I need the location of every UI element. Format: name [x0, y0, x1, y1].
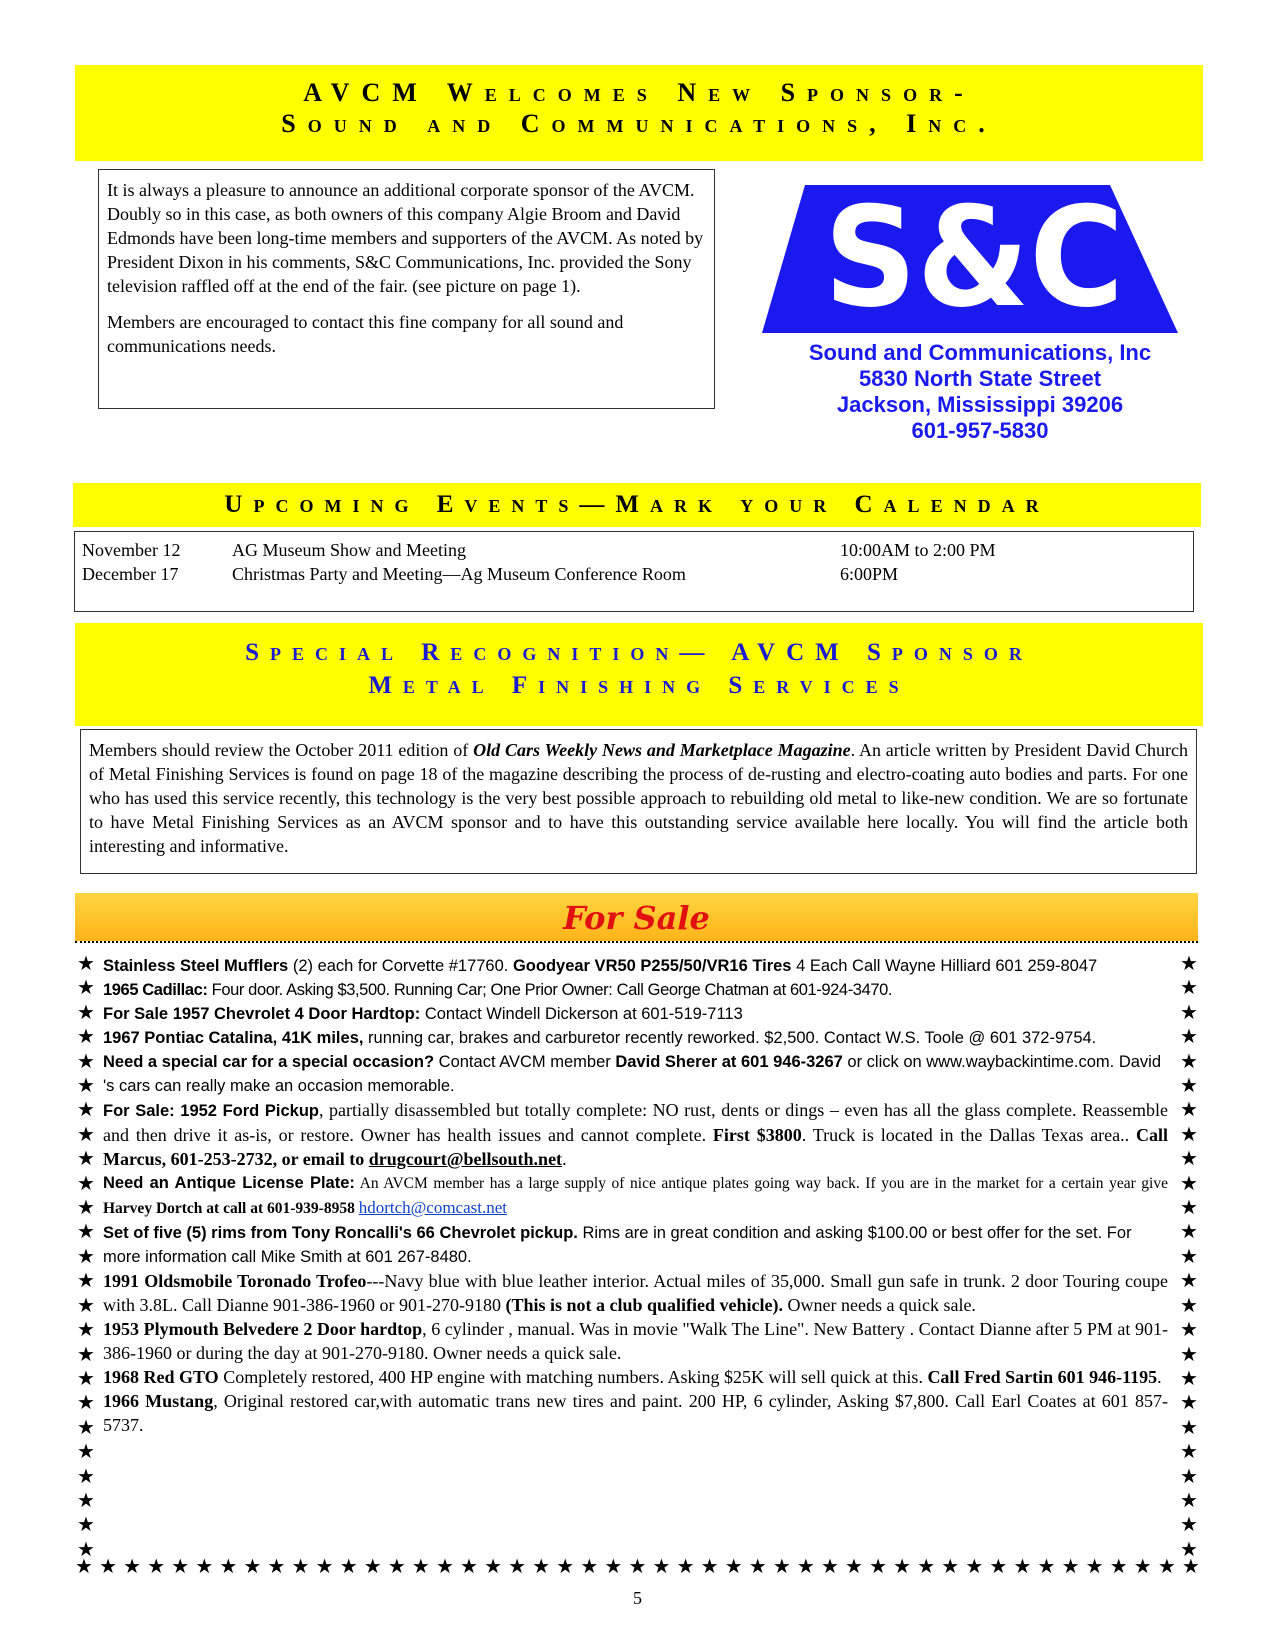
star-icon: ★	[243, 1554, 262, 1578]
star-border-right	[1178, 951, 1200, 1561]
star-icon: ★	[965, 1554, 984, 1578]
star-icon: ★	[77, 1365, 95, 1390]
sc-logo-mark	[760, 183, 1200, 353]
star-icon: ★	[77, 951, 95, 975]
list-item: 1966 Mustang, Original restored car,with automatic trans new tires and paint. 200 HP, 6 cylinder, Asking $7,800. Call Earl Coates at 601 857-5737.	[103, 1391, 1168, 1435]
star-icon: ★	[1180, 999, 1198, 1024]
star-icon: ★	[1180, 1268, 1198, 1293]
sc-logo-letters: S&C	[824, 183, 1124, 338]
recognition-text-after: . An article written by President David Church of Metal Finishing Services is found on page 18 of the magazine describing the process of de-rusting and electro-coating auto bodies and parts. For one who has used this service recently, this technology is the very best possible approach to rebuilding old metal to like-new condition. We are so fortunate to have Metal Finishing Services as an AVCM sponsor and to have this outstanding service available here locally. You will find the article both interesting and informative.	[89, 740, 1188, 856]
star-icon: ★	[1180, 1463, 1198, 1488]
star-icon: ★	[1180, 1195, 1198, 1220]
star-icon: ★	[195, 1554, 214, 1578]
page-number: 5	[633, 1588, 642, 1608]
star-icon: ★	[1180, 951, 1198, 975]
star-icon: ★	[1181, 1554, 1200, 1578]
star-icon: ★	[1180, 1365, 1198, 1390]
star-icon: ★	[989, 1554, 1008, 1578]
star-icon: ★	[77, 1341, 95, 1366]
star-icon: ★	[1180, 1243, 1198, 1268]
star-icon: ★	[77, 1097, 95, 1122]
star-border-bottom	[75, 1555, 1200, 1577]
star-icon: ★	[339, 1554, 358, 1578]
sc-phone: 601-957-5830	[911, 418, 1049, 443]
star-icon: ★	[796, 1554, 815, 1578]
star-icon: ★	[1180, 1487, 1198, 1512]
star-icon: ★	[123, 1554, 142, 1578]
star-icon: ★	[484, 1554, 502, 1578]
event-name: AG Museum Show and Meeting	[232, 540, 466, 560]
magazine-title: Old Cars Weekly News and Marketplace Magazine	[473, 740, 851, 760]
star-icon: ★	[1109, 1554, 1128, 1578]
list-item: Stainless Steel Mufflers (2) each for Corvette #17760. Goodyear VR50 P255/50/VR16 Tires 4 Each Call Wayne Hilliard 601 259-8047	[103, 957, 1098, 975]
star-icon: ★	[435, 1554, 454, 1578]
star-icon: ★	[772, 1554, 791, 1578]
list-item: 1953 Plymouth Belvedere 2 Door hardtop, 6 cylinder , manual. Was in movie "Walk The Line". New Battery . Contact Dianne after 5 PM at 901-386-1960 or during the day at 901-270-9180. Owner needs a quick sale.	[103, 1319, 1168, 1363]
star-icon: ★	[1180, 975, 1198, 1000]
star-icon: ★	[267, 1554, 286, 1578]
star-icon: ★	[652, 1554, 671, 1578]
star-icon: ★	[1180, 1048, 1198, 1073]
list-item: 1965 Cadillac: Four door. Asking $3,500. Running Car; One Prior Owner: Call George Chatman at 601-924-3470.	[103, 981, 893, 999]
star-icon: ★	[1061, 1554, 1080, 1578]
star-icon: ★	[1180, 1024, 1198, 1049]
list-item: Need an Antique License Plate: An AVCM member has a large supply of nice antique plates going way back. If you are in the market for a certain year give Harvey Dortch at call at 601-939-8958 hdortch@comcast.net	[103, 1174, 1168, 1217]
sc-company-name: Sound and Communications, Inc	[808, 340, 1152, 365]
star-icon: ★	[917, 1554, 936, 1578]
sc-logo	[760, 183, 1200, 463]
list-item: 1968 Red GTO Completely restored, 400 HP engine with matching numbers. Asking $25K will sell quick at this. Call Fred Sartin 601 946-1195.	[103, 1367, 1162, 1387]
banner-title-line2: Sound and Communications, Inc.	[281, 109, 997, 138]
star-icon: ★	[77, 1243, 95, 1268]
star-icon: ★	[1180, 1317, 1198, 1342]
star-icon: ★	[628, 1554, 647, 1578]
star-icon: ★	[291, 1554, 310, 1578]
star-icon: ★	[77, 1024, 95, 1049]
banner-title-line1: AVCM Welcomes New Sponsor-	[303, 78, 975, 107]
star-icon: ★	[77, 1219, 95, 1244]
star-icon: ★	[77, 975, 95, 1000]
star-icon: ★	[315, 1554, 334, 1578]
star-icon: ★	[77, 1195, 95, 1220]
star-icon: ★	[1180, 1390, 1198, 1415]
recognition-title-line2: Metal Finishing Services	[368, 672, 910, 699]
star-icon: ★	[941, 1554, 960, 1578]
star-icon: ★	[77, 1536, 95, 1561]
star-icon: ★	[411, 1554, 430, 1578]
email-link[interactable]: drugcourt@bellsouth.net	[368, 1149, 563, 1169]
star-icon: ★	[1037, 1554, 1056, 1578]
event-name: Christmas Party and Meeting—Ag Museum Conference Room	[232, 564, 686, 584]
star-icon: ★	[77, 1268, 95, 1293]
event-time: 6:00PM	[840, 564, 899, 584]
upcoming-events-banner	[73, 483, 1201, 527]
star-icon: ★	[1133, 1554, 1152, 1578]
star-icon: ★	[171, 1554, 190, 1578]
star-icon: ★	[77, 1487, 95, 1512]
star-icon: ★	[820, 1554, 839, 1578]
star-icon: ★	[1180, 1146, 1198, 1171]
star-icon: ★	[1180, 1439, 1198, 1464]
star-icon: ★	[604, 1554, 623, 1578]
dotted-divider	[75, 941, 1198, 943]
star-icon: ★	[77, 1146, 95, 1171]
star-icon: ★	[1180, 1341, 1198, 1366]
list-item: 1991 Oldsmobile Toronado Trofeo---Navy blue with blue leather interior. Actual miles of 35,000. Small gun safe in trunk. 2 door Touring coupe with 3.8L. Call Dianne 901-386-1960 or 901-270-9180 (This is not a club qualified vehicle). Owner needs a quick sale.	[103, 1271, 1168, 1315]
star-icon: ★	[77, 1439, 95, 1464]
event-time: 10:00AM to 2:00 PM	[840, 540, 996, 560]
sc-street-address: 5830 North State Street	[858, 366, 1102, 391]
star-icon: ★	[1085, 1554, 1104, 1578]
recognition-text-before: Members should review the October 2011 edition of	[89, 740, 474, 760]
star-icon: ★	[77, 1512, 95, 1537]
star-icon: ★	[1180, 1414, 1198, 1439]
star-icon: ★	[147, 1554, 166, 1578]
email-link[interactable]: hdortch@comcast.net	[358, 1198, 508, 1217]
classified-ads-list	[103, 954, 1168, 1437]
star-icon: ★	[869, 1554, 887, 1578]
star-icon: ★	[556, 1554, 575, 1578]
star-icon: ★	[387, 1554, 406, 1578]
events-box	[74, 531, 1194, 612]
special-recognition-banner	[75, 623, 1203, 726]
star-icon: ★	[75, 1554, 93, 1578]
star-icon: ★	[77, 1292, 95, 1317]
sc-city-state-zip: Jackson, Mississippi 39206	[836, 392, 1124, 417]
star-icon: ★	[460, 1554, 478, 1578]
star-icon: ★	[748, 1554, 767, 1578]
star-icon: ★	[99, 1554, 117, 1578]
star-icon: ★	[77, 1073, 95, 1098]
star-icon: ★	[77, 1390, 95, 1415]
list-item: 1967 Pontiac Catalina, 41K miles, running car, brakes and carburetor recently reworked. $2,500. Contact W.S. Toole @ 601 372-9754.	[103, 1029, 1097, 1047]
star-icon: ★	[700, 1554, 719, 1578]
star-icon: ★	[1180, 1292, 1198, 1317]
star-border-left	[75, 951, 97, 1561]
star-icon: ★	[1180, 1219, 1198, 1244]
star-icon: ★	[1180, 1170, 1198, 1195]
star-icon: ★	[1180, 1097, 1198, 1122]
star-icon: ★	[1180, 1073, 1198, 1098]
star-icon: ★	[1180, 1536, 1198, 1561]
star-icon: ★	[1180, 1512, 1198, 1537]
star-icon: ★	[508, 1554, 527, 1578]
list-item: Need a special car for a special occasion? Contact AVCM member David Sherer at 601 946-3267 or click on www.waybackintime.com. David 's cars can really make an occasion memorable.	[103, 1053, 1162, 1095]
star-icon: ★	[77, 1463, 95, 1488]
star-icon: ★	[845, 1554, 863, 1578]
star-icon: ★	[219, 1554, 238, 1578]
star-icon: ★	[77, 1170, 95, 1195]
list-item: For Sale 1957 Chevrolet 4 Door Hardtop: Contact Windell Dickerson at 601-519-7113	[103, 1005, 743, 1023]
star-icon: ★	[363, 1554, 382, 1578]
star-icon: ★	[676, 1554, 695, 1578]
for-sale-title: For Sale	[563, 899, 710, 937]
star-icon: ★	[1157, 1554, 1176, 1578]
sponsor-welcome-banner	[75, 65, 1203, 161]
intro-paragraph-1: It is always a pleasure to announce an additional corporate sponsor of the AVCM. Doubly so in this case, as both owners of this company Algie Broom and David Edmonds have been long-time members and supporters of the AVCM. As noted by President Dixon in his comments, S&C Communications, Inc. provided the Sony television raffled off at the end of the fair. (see picture on page 1).	[107, 180, 704, 296]
sponsor-intro-box	[98, 169, 715, 409]
star-icon: ★	[77, 1317, 95, 1342]
star-icon: ★	[580, 1554, 599, 1578]
star-icon: ★	[893, 1554, 912, 1578]
list-item: Set of five (5) rims from Tony Roncalli's 66 Chevrolet pickup. Rims are in great condition and asking $100.00 or best offer for the set. For more information call Mike Smith at 601 267-8480.	[103, 1224, 1132, 1266]
star-icon: ★	[77, 1414, 95, 1439]
star-icon: ★	[77, 1048, 95, 1073]
event-date: December 17	[82, 564, 179, 584]
upcoming-events-title: Upcoming Events—Mark your Calendar	[224, 491, 1050, 518]
star-icon: ★	[532, 1554, 551, 1578]
star-icon: ★	[1013, 1554, 1032, 1578]
for-sale-banner	[75, 893, 1198, 941]
for-sale-section	[75, 941, 1200, 1578]
star-icon: ★	[77, 999, 95, 1024]
recognition-title-line1: Special Recognition— AVCM Sponsor	[245, 639, 1033, 666]
recognition-box	[80, 729, 1197, 874]
event-date: November 12	[82, 540, 181, 560]
star-icon: ★	[1180, 1121, 1198, 1146]
intro-paragraph-2: Members are encouraged to contact this fine company for all sound and communications needs.	[107, 312, 624, 356]
list-item: For Sale: 1952 Ford Pickup, partially disassembled but totally complete: NO rust, dents or dings – even has all the glass complete. Reassemble and then drive it as-is, or restore. Owner has health issues and cannot complete. First $3800. Truck is located in the Dallas Texas area.. Call Marcus, 601-253-2732, or email to drugcourt@bellsouth.net.	[103, 1100, 1168, 1169]
star-icon: ★	[77, 1121, 95, 1146]
star-icon: ★	[724, 1554, 743, 1578]
